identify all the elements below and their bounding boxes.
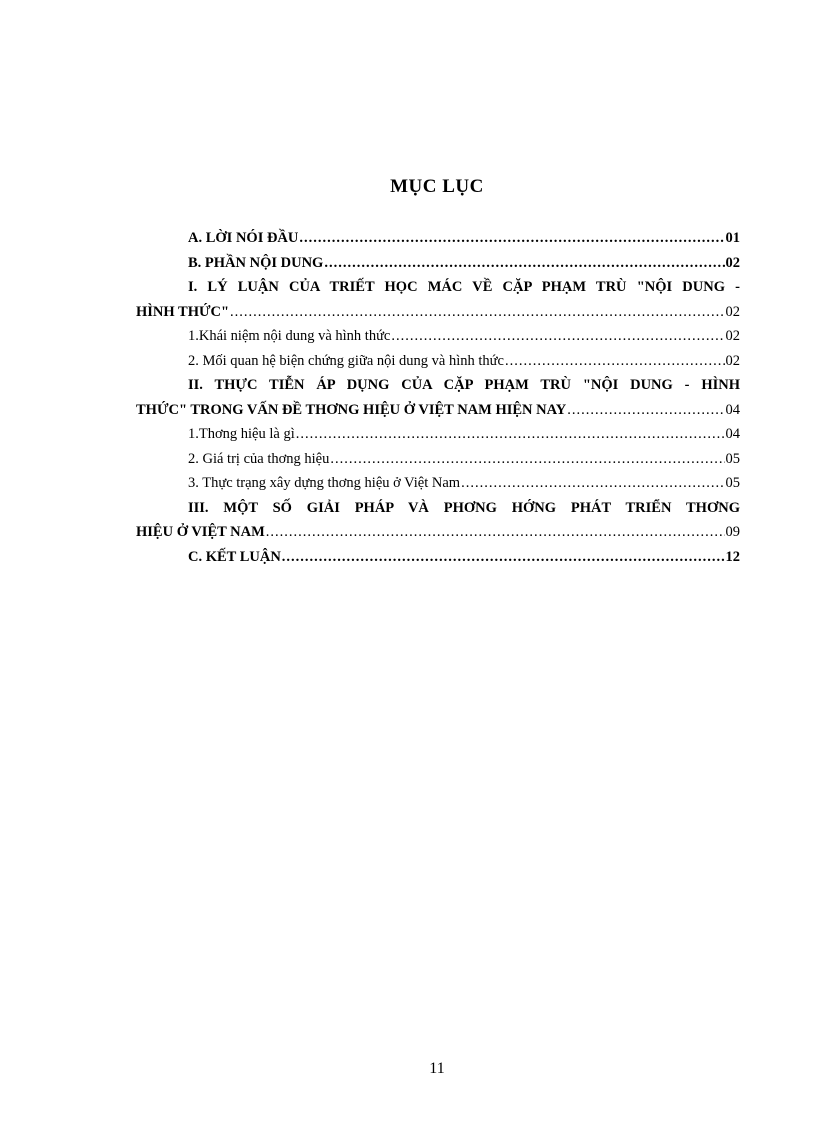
toc-entry[interactable] [136, 328, 740, 353]
toc-entry-text: THỨC" TRONG VẤN ĐỀ THƠNG HIỆU Ở VIỆT NAM HIỆN NAY [136, 401, 567, 418]
toc-entry[interactable] [136, 475, 740, 500]
leader-dots [330, 451, 724, 468]
toc-entry-text: 1.Khái niệm nội dung và hình thức [188, 328, 391, 344]
toc-entry-text: 2. Mối quan hệ biện chứng giữa nội dung và hình thức [188, 352, 504, 369]
leader-dots [230, 304, 724, 321]
toc-entry-text: 3. Thực trạng xây dựng thơng hiệu ở Việt Nam [188, 475, 461, 491]
leader-dots [461, 475, 724, 492]
toc-entry-text: I. LÝ LUẬN CỦA TRIẾT HỌC MÁC VỀ CẶP PHẠM TRÙ "NỘI DUNG - [188, 279, 740, 295]
toc-entry-page: 01 [725, 230, 740, 246]
toc-entry-text: B. PHẦN NỘI DUNG [188, 254, 324, 271]
toc-entry-page: 02 [725, 303, 740, 320]
toc-entry-page: 02 [725, 254, 740, 271]
toc-entry-page: 05 [725, 450, 740, 467]
toc-entry-text: A. LỜI NÓI ĐẦU [188, 230, 299, 246]
leader-dots [505, 353, 725, 370]
leader-dots [391, 328, 724, 345]
leader-dots [567, 402, 724, 419]
toc-entry-text: C. KẾT LUẬN [188, 548, 281, 565]
toc-entry-line1[interactable] [136, 377, 740, 402]
leader-dots [324, 255, 724, 272]
toc-entry-text: HÌNH THỨC" [136, 303, 230, 320]
leader-dots [296, 426, 725, 443]
toc-entry-line2[interactable] [136, 524, 740, 549]
toc-entry-line2[interactable] [136, 402, 740, 427]
toc-entry-line1[interactable] [136, 279, 740, 304]
toc-entry-line2[interactable] [136, 304, 740, 329]
toc-entry-text: III. MỘT SỐ GIẢI PHÁP VÀ PHƠNG HỚNG PHÁT TRIỂN THƠNG [188, 499, 740, 516]
toc-entry[interactable] [136, 426, 740, 451]
toc-entry[interactable] [136, 353, 740, 378]
toc-entry-line1[interactable] [136, 500, 740, 525]
toc-entry[interactable] [136, 230, 740, 255]
toc-entry[interactable] [136, 549, 740, 574]
toc-entry[interactable] [136, 451, 740, 476]
toc-entry-text: HIỆU Ở VIỆT NAM [136, 524, 265, 540]
leader-dots [299, 230, 724, 247]
toc-entry-page: 12 [725, 548, 740, 565]
table-of-contents [136, 230, 740, 573]
toc-entry[interactable] [136, 255, 740, 280]
toc-entry-text: 1.Thơng hiệu là gì [188, 426, 295, 442]
toc-entry-text: II. THỰC TIỄN ÁP DỤNG CỦA CẶP PHẠM TRÙ "NỘI DUNG - HÌNH [188, 377, 740, 393]
toc-entry-page: 02 [725, 328, 740, 344]
toc-entry-page: 04 [725, 401, 740, 418]
toc-entry-page: 02 [725, 352, 740, 369]
toc-entry-page: 05 [725, 475, 740, 491]
leader-dots [266, 524, 725, 541]
toc-entry-text: 2. Giá trị của thơng hiệu [188, 450, 330, 467]
page-number: 11 [429, 1060, 445, 1077]
toc-entry-page: 04 [725, 426, 740, 442]
toc-title: MỤC LỤC [390, 176, 484, 197]
toc-entry-page: 09 [725, 524, 740, 540]
leader-dots [282, 549, 725, 566]
